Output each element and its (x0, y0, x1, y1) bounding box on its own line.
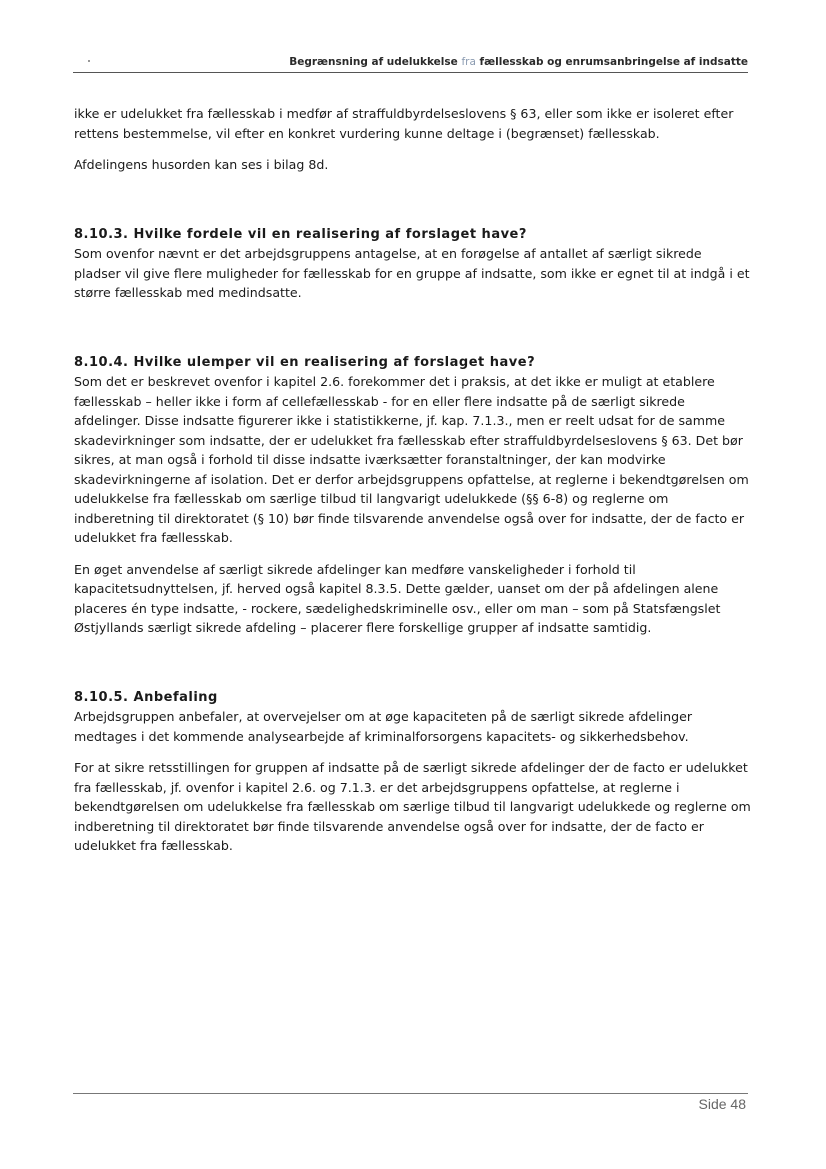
section-8-10-4-paragraph-2: En øget anvendelse af særligt sikrede afdelinger kan medføre vanskeligheder i forhold til kapacitetsudnyttelsen, jf. herved også kapitel 8.3.5. Dette gælder, uanset om der på afdelingen alene placeres én type indsatte, - rockere, sædelighedskriminelle osv., eller om man – som på Statsfængslet Østjyllands særligt sikrede afdeling – placerer flere forskellige grupper af indsatte samtidig. (74, 561, 721, 635)
header-title-part1: Begrænsning af udelukkelse (289, 56, 462, 68)
running-header (73, 56, 748, 71)
section-8-10-5-heading: 8.10.5. Anbefaling (74, 689, 218, 705)
footer-divider (73, 1093, 748, 1094)
intro-paragraph: ikke er udelukket fra fællesskab i medfør af straffuldbyrdelseslovens § 63, eller som ikke er isoleret efter rettens bestemmelse, vil efter en konkret vurdering kunne deltage i (begrænset) fællesskab. (74, 106, 734, 141)
page-number: Side 48 (698, 1096, 746, 1112)
intro-husorden-paragraph: Afdelingens husorden kan ses i bilag 8d. (74, 157, 329, 172)
section-8-10-4-paragraph-1: Som det er beskrevet ovenfor i kapitel 2.6. forekommer det i praksis, at det ikke er muligt at etablere fællesskab – heller ikke i form af cellefællesskab - for en eller flere indsatte på de særligt sikrede afdelinger. Disse indsatte figurerer ikke i statistikkerne, jf. kap. 7.1.3., men er reelt udsat for de samme skadevirkninger som indsatte, der er udelukket fra fællesskab efter straffuldbyrdelseslovens § 63. Det bør sikres, at man også i forhold til disse indsatte iværksætter foranstaltninger, der kan modvirke skadevirkningerne af isolation. Det er derfor arbejdsgruppens opfattelse, at reglerne i bekendtgørelsen om udelukkelse fra fællesskab om særlige tilbud til langvarigt udelukkede (§§ 6-8) og reglerne om indberetning til direktoratet (§ 10) bør finde tilsvarende anvendelse også over for indsatte, der de facto er udelukket fra fællesskab. (74, 374, 749, 545)
section-8-10-3-paragraph: Som ovenfor nævnt er det arbejdsgruppens antagelse, at en forøgelse af antallet af særligt sikrede pladser vil give flere muligheder for fællesskab for en gruppe af indsatte, som ikke er egnet til at indgå i et større fællesskab med medindsatte. (74, 246, 750, 300)
section-8-10-5-paragraph-1: Arbejdsgruppen anbefaler, at overvejelser om at øge kapaciteten på de særligt sikrede afdelinger medtages i det kommende analysearbejde af kriminalforsorgens kapacitets- og sikkerhedsbehov. (74, 709, 693, 744)
header-title-fra: fra (461, 56, 476, 68)
header-title-part2: fællesskab og enrumsanbringelse af indsatte (475, 56, 748, 68)
section-8-10-3-heading: 8.10.3. Hvilke fordele vil en realisering af forslaget have? (74, 226, 527, 242)
page-body (74, 104, 752, 868)
header-divider (73, 72, 748, 73)
section-8-10-5-paragraph-2: For at sikre retsstillingen for gruppen af indsatte på de særligt sikrede afdelinger der de facto er udelukket fra fællesskab, jf. ovenfor i kapitel 2.6. og 7.1.3. er det arbejdsgruppens opfattelse, at reglerne i bekendtgørelsen om udelukkelse fra fællesskab om særlige tilbud til langvarigt udelukkede og reglerne om indberetning til direktoratet bør finde tilsvarende anvendelse også over for indsatte, der de facto er udelukket fra fællesskab. (74, 760, 751, 853)
section-8-10-4-heading: 8.10.4. Hvilke ulemper vil en realisering af forslaget have? (74, 354, 536, 370)
